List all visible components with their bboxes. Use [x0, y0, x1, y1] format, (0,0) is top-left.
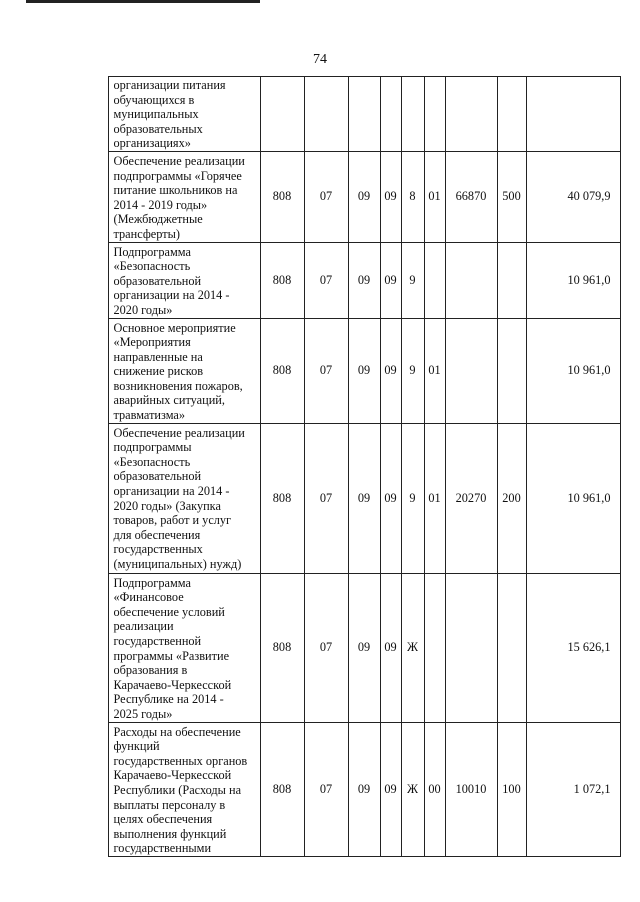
row-name: организации питания обучающихся в муниципальных образовательных организациях»	[108, 77, 260, 152]
top-rule	[26, 0, 260, 3]
cell-amount: 1 072,1	[526, 722, 620, 856]
cell-amount: 15 626,1	[526, 573, 620, 722]
cell-code: 20270	[445, 423, 497, 573]
table-row	[79, 77, 620, 152]
cell-exp-type: 200	[497, 423, 526, 573]
cell-code	[445, 242, 497, 318]
cell-subprogram: Ж	[401, 722, 424, 856]
cell-direction: 01	[424, 151, 445, 242]
cell-direction: 00	[424, 722, 445, 856]
table-row	[79, 242, 620, 318]
cell-section	[304, 77, 348, 152]
cell-exp-type	[497, 318, 526, 423]
cell-subsection: 09	[348, 573, 380, 722]
table-row	[79, 151, 620, 242]
cell-section: 07	[304, 573, 348, 722]
row-name: Обеспечение реализации подпрограммы «Горячее питание школьников на 2014 - 2019 годы» (Межбюджетные трансферты)	[108, 151, 260, 242]
cell-program: 09	[380, 242, 401, 318]
cell-amount: 10 961,0	[526, 423, 620, 573]
cell-subsection	[348, 77, 380, 152]
cell-gov: 808	[260, 242, 304, 318]
cell-gov: 808	[260, 722, 304, 856]
row-name: Обеспечение реализации подпрограммы «Безопасность образовательной организации на 2014 - 2020 годы» (Закупка товаров, работ и услуг для обеспечения государственных (муниципальных) нужд)	[108, 423, 260, 573]
cell-subprogram: 9	[401, 423, 424, 573]
cell-gov: 808	[260, 423, 304, 573]
row-name: Подпрограмма «Финансовое обеспечение условий реализации государственной программы «Развитие образования в Карачаево-Черкесской Республике на 2014 - 2025 годы»	[108, 573, 260, 722]
cell-code: 66870	[445, 151, 497, 242]
cell-program: 09	[380, 722, 401, 856]
cell-exp-type: 100	[497, 722, 526, 856]
cell-exp-type	[497, 573, 526, 722]
cell-subsection: 09	[348, 318, 380, 423]
cell-code	[445, 318, 497, 423]
table-row	[79, 722, 620, 856]
cell-subprogram: 8	[401, 151, 424, 242]
table-row	[79, 318, 620, 423]
row-name: Подпрограмма «Безопасность образовательной организации на 2014 - 2020 годы»	[108, 242, 260, 318]
cell-gov: 808	[260, 318, 304, 423]
cell-gov: 808	[260, 151, 304, 242]
cell-direction: 01	[424, 318, 445, 423]
cell-section: 07	[304, 722, 348, 856]
cell-subprogram: Ж	[401, 573, 424, 722]
cell-subsection: 09	[348, 423, 380, 573]
cell-exp-type: 500	[497, 151, 526, 242]
cell-direction	[424, 77, 445, 152]
budget-table	[79, 76, 621, 857]
cell-amount	[526, 77, 620, 152]
cell-section: 07	[304, 423, 348, 573]
cell-gov	[260, 77, 304, 152]
cell-amount: 10 961,0	[526, 242, 620, 318]
row-name: Расходы на обеспечение функций государственных органов Карачаево-Черкесской Республики (Расходы на выплаты персоналу в целях обеспечения выполнения функций государственными	[108, 722, 260, 856]
cell-exp-type	[497, 242, 526, 318]
cell-section: 07	[304, 242, 348, 318]
cell-exp-type	[497, 77, 526, 152]
cell-code: 10010	[445, 722, 497, 856]
cell-program: 09	[380, 573, 401, 722]
cell-subsection: 09	[348, 242, 380, 318]
cell-subsection: 09	[348, 722, 380, 856]
cell-subprogram	[401, 77, 424, 152]
cell-gov: 808	[260, 573, 304, 722]
table-row	[79, 423, 620, 573]
cell-program: 09	[380, 318, 401, 423]
table-row	[79, 573, 620, 722]
cell-section: 07	[304, 151, 348, 242]
cell-direction	[424, 573, 445, 722]
cell-direction	[424, 242, 445, 318]
cell-subsection: 09	[348, 151, 380, 242]
cell-program: 09	[380, 151, 401, 242]
cell-subprogram: 9	[401, 242, 424, 318]
page-number: 74	[313, 52, 327, 67]
cell-subprogram: 9	[401, 318, 424, 423]
cell-section: 07	[304, 318, 348, 423]
cell-amount: 40 079,9	[526, 151, 620, 242]
cell-program	[380, 77, 401, 152]
row-name: Основное мероприятие «Мероприятия направленные на снижение рисков возникновения пожаров, аварийных ситуаций, травматизма»	[108, 318, 260, 423]
cell-code	[445, 573, 497, 722]
cell-program: 09	[380, 423, 401, 573]
cell-direction: 01	[424, 423, 445, 573]
cell-amount: 10 961,0	[526, 318, 620, 423]
cell-code	[445, 77, 497, 152]
